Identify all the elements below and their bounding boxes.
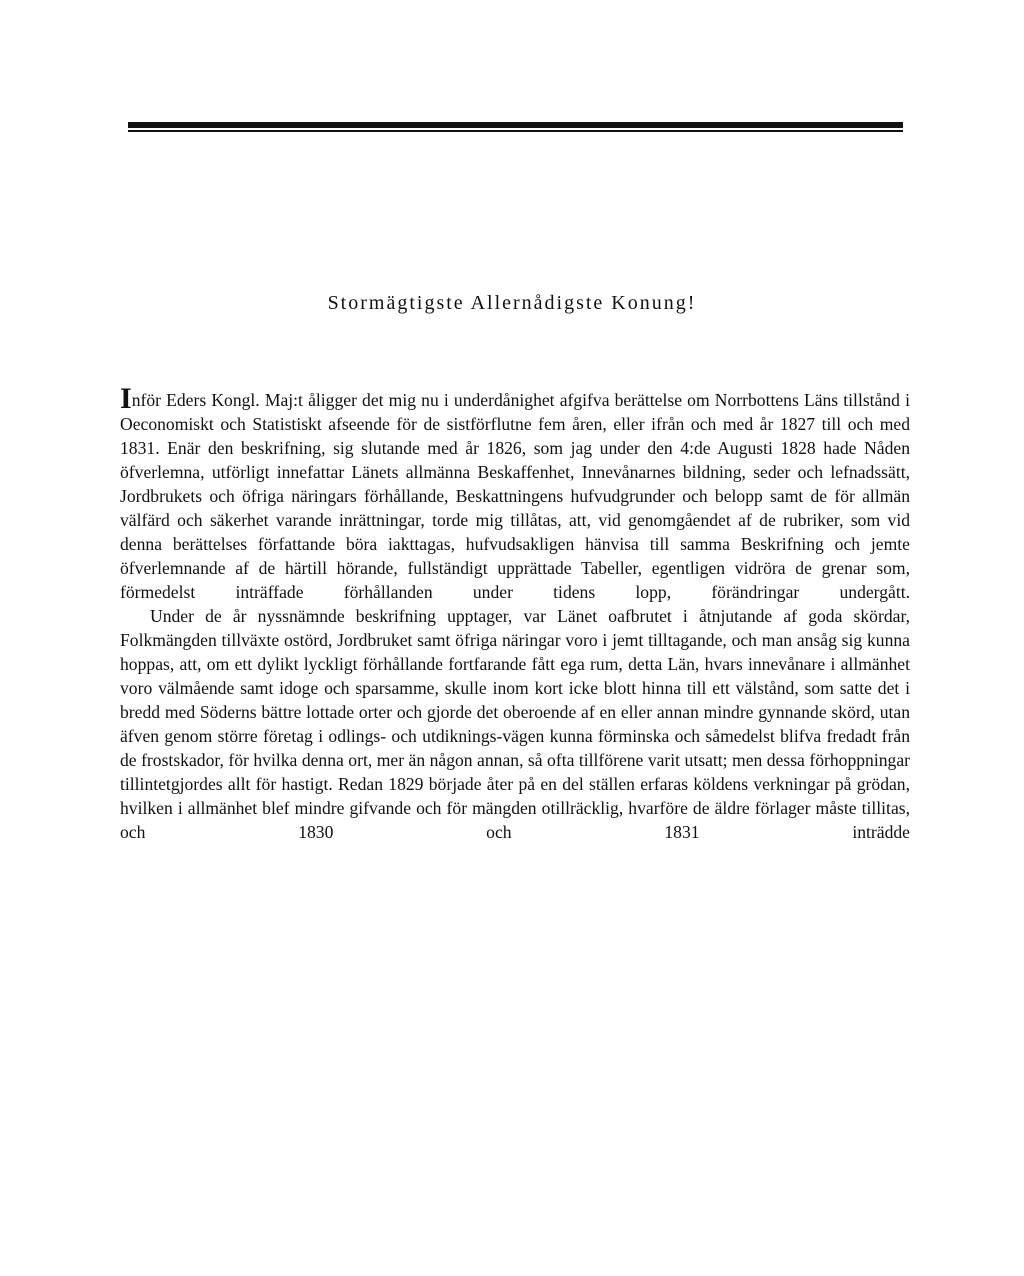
paragraph-2-text: Under de år nyssnämnde beskrifning upptager, var Länet oafbrutet i åtnjutande af goda skördar, Folkmängden tillväxte ostörd, Jordbruket samt öfriga näringar voro i jemt tilltagande, och man ansåg sig kunna hoppas, att, om ett dylikt lyckligt förhållande fortfarande fått ega rum, detta Län, hvars innevånare i allmänhet voro välmående samt idoge och sparsamme, skulle inom kort icke blott hinna till ett välstånd, som satte det i bredd med Söderns bättre lottade orter och gjorde det oberoende af en eller annan mindre gynnande skörd, utan äfven genom större företag i odlings- och utdiknings-vägen kunna förminska och såmedelst blifva fredadt från de frostskador, för hvilka denna ort, mer än någon annan, så ofta tillförene varit utsatt; men dessa förhoppningar tillintetgjordes allt för hastigt. Redan 1829 började åter på en del ställen erfaras köldens verkningar på grödan, hvilken i allmänhet blef mindre gifvande och för mängden otillräcklig, hvarföre de äldre förlager måste tillitas, och 1830 och 1831 inträdde (120, 606, 910, 842)
paragraph-1-text: nför Eders Kongl. Maj:t åligger det mig nu i underdånighet afgifva berättelse om Norrbottens Läns tillstånd i Oeconomiskt och Statistiskt afseende för de sistförflutne fem åren, eller ifrån och med år 1827 till och med 1831. Enär den beskrifning, sig slutande med år 1826, som jag under den 4:de Augusti 1828 hade Nåden öfverlemna, utförligt innefattar Länets allmänna Beskaffenhet, Innevånarnes bildning, seder och lefnadssätt, Jordbrukets och öfriga näringars förhållande, Beskattningens hufvudgrunder och belopp samt de för allmän välfärd och säkerhet varande inrättningar, torde mig tillåtas, att, vid genomgåendet af de rubriker, som vid denna berättelses författande böra iakttagas, hufvudsakligen hänvisa till samma Beskrifning och jemte öfverlemnande af de härtill hörande, fullständigt upprättade Tabeller, egentligen vidröra de grenar som, förmedelst inträffade förhållanden under tidens lopp, förändringar undergått. (120, 390, 910, 602)
paragraph-1 (120, 382, 910, 604)
drop-initial: I (120, 382, 132, 415)
paragraph-2 (120, 604, 910, 844)
body-text (120, 382, 910, 844)
top-rule-thick (128, 122, 903, 128)
top-rule-thin (128, 130, 903, 132)
page-heading: Stormägtigste Allernådigste Konung! (327, 292, 697, 314)
